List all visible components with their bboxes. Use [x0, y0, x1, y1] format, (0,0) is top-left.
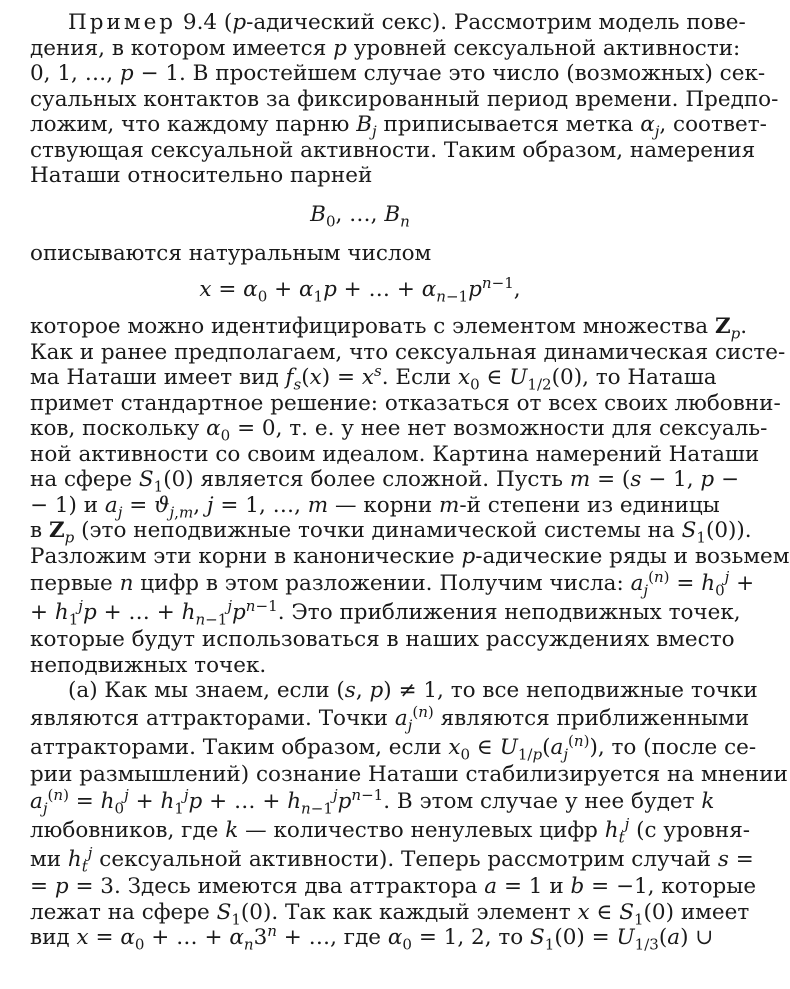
- text-line: лежат на сфере $S_1(0)$. Так как каждый элемент x ∈ $S_1(0)$ имеет: [30, 899, 750, 928]
- text-line: Пример 9.4 (p-адический секс). Рассмотрим модель пове-: [68, 10, 746, 35]
- paragraph-dynamics: [30, 314, 790, 678]
- text-line: Разложим эти корни в канонические p-адические ряды и возьмем: [30, 543, 790, 569]
- text-line: ной активности со своим идеалом. Картина намерений Наташи: [30, 441, 760, 467]
- text-line: ков, поскольку $\alpha_0 = 0$, т. е. у нее нет возможности для сексуаль-: [30, 416, 768, 445]
- text-line: рии размышлений) сознание Наташи стабилизируется на мнении: [30, 761, 788, 787]
- paragraph-natural-number: [30, 241, 690, 267]
- text-line: вид $x = \alpha_0$ + … + $\alpha_n3^n$ + …, где $\alpha_0 = 1$, 2, то $S_1(0) = U_{1/3}(a)$ ∪: [30, 921, 714, 954]
- text-line: дения, в котором имеется p уровней сексуальной активности:: [30, 35, 741, 61]
- display-formula-boys: $B_0$, …, $B_n$: [310, 201, 410, 230]
- text-line: (a) Как мы знаем, если (s, p) ≠ 1, то все неподвижные точки: [68, 678, 758, 703]
- text-line: любовников, где k — количество ненулевых цифр $h_t^j$ (с уровня-: [30, 814, 751, 847]
- text-line: примет стандартное решение: отказаться от всех своих любовни-: [30, 390, 781, 416]
- text-line: которое можно идентифицировать с элементом множества $Z_p$.: [30, 314, 748, 343]
- text-line: являются аттракторами. Точки $a_j^{(n)}$ являются приближенными: [30, 702, 750, 734]
- paragraph-case-a: [30, 678, 788, 954]
- text-line: в $Z_p$ (это неподвижные точки динамической системы на $S_1(0)$).: [30, 518, 752, 547]
- text-line: первые n цифр в этом разложении. Получим числа: $a_j^{(n)} = h_0^j$ +: [30, 567, 755, 600]
- text-line: суальных контактов за фиксированный период времени. Предпо-: [30, 86, 779, 112]
- text-line: − 1) и $a_j = ϑ_{j,m}$, j = 1, …, m — корни m-й степени из единицы: [30, 492, 720, 521]
- display-formula-expansion: $x = \alpha_0 + \alpha_1p$ + … + $\alpha_{n-1}p^{n-1}$,: [199, 273, 521, 306]
- text-line: + $h_1^jp$ + … + $h_{n-1}^jp^{n-1}$. Это приближения неподвижных точек,: [30, 596, 741, 629]
- text-line: ми $h_t^j$ сексуальной активности). Теперь рассмотрим случай s =: [30, 843, 754, 876]
- paragraph-example-intro: [30, 10, 779, 189]
- text-line: аттракторами. Таким образом, если $x_0$ ∈ $U_{1/p}(a_j^{(n)})$, то (после се-: [30, 731, 757, 763]
- text-line: ствующая сексуальной активности. Таким образом, намерения: [30, 137, 756, 163]
- text-line: 0, 1, …, p − 1. В простейшем случае это число (возможных) сек-: [30, 61, 766, 86]
- text-line: которые будут использоваться в наших рассуждениях вместо: [30, 627, 735, 652]
- text-line: описываются натуральным числом: [30, 240, 432, 266]
- text-line: неподвижных точек.: [30, 652, 267, 678]
- text-line: = p = 3. Здесь имеются два аттрактора a = 1 и b = −1, которые: [30, 874, 757, 899]
- text-line: ма Наташи имеет вид $f_s(x) = x^s$. Если $x_0$ ∈ $U_{1/2}(0)$, то Наташа: [30, 361, 717, 394]
- text-line: $a_j^{(n)} = h_0^j + h_1^jp$ + … + $h_{n-1}^jp^{n-1}$. В этом случае у нее будет k: [30, 785, 715, 818]
- text-line: Наташи относительно парней: [30, 163, 373, 188]
- document-page: [30, 10, 790, 954]
- text-line: на сфере $S_1(0)$ является более сложной. Пусть m = (s − 1, p −: [30, 467, 740, 496]
- text-line: ложим, что каждому парню $B_j$ приписывается метка $\alpha_j$, соответ-: [30, 112, 767, 141]
- text-line: Как и ранее предполагаем, что сексуальная динамическая систе-: [30, 339, 786, 365]
